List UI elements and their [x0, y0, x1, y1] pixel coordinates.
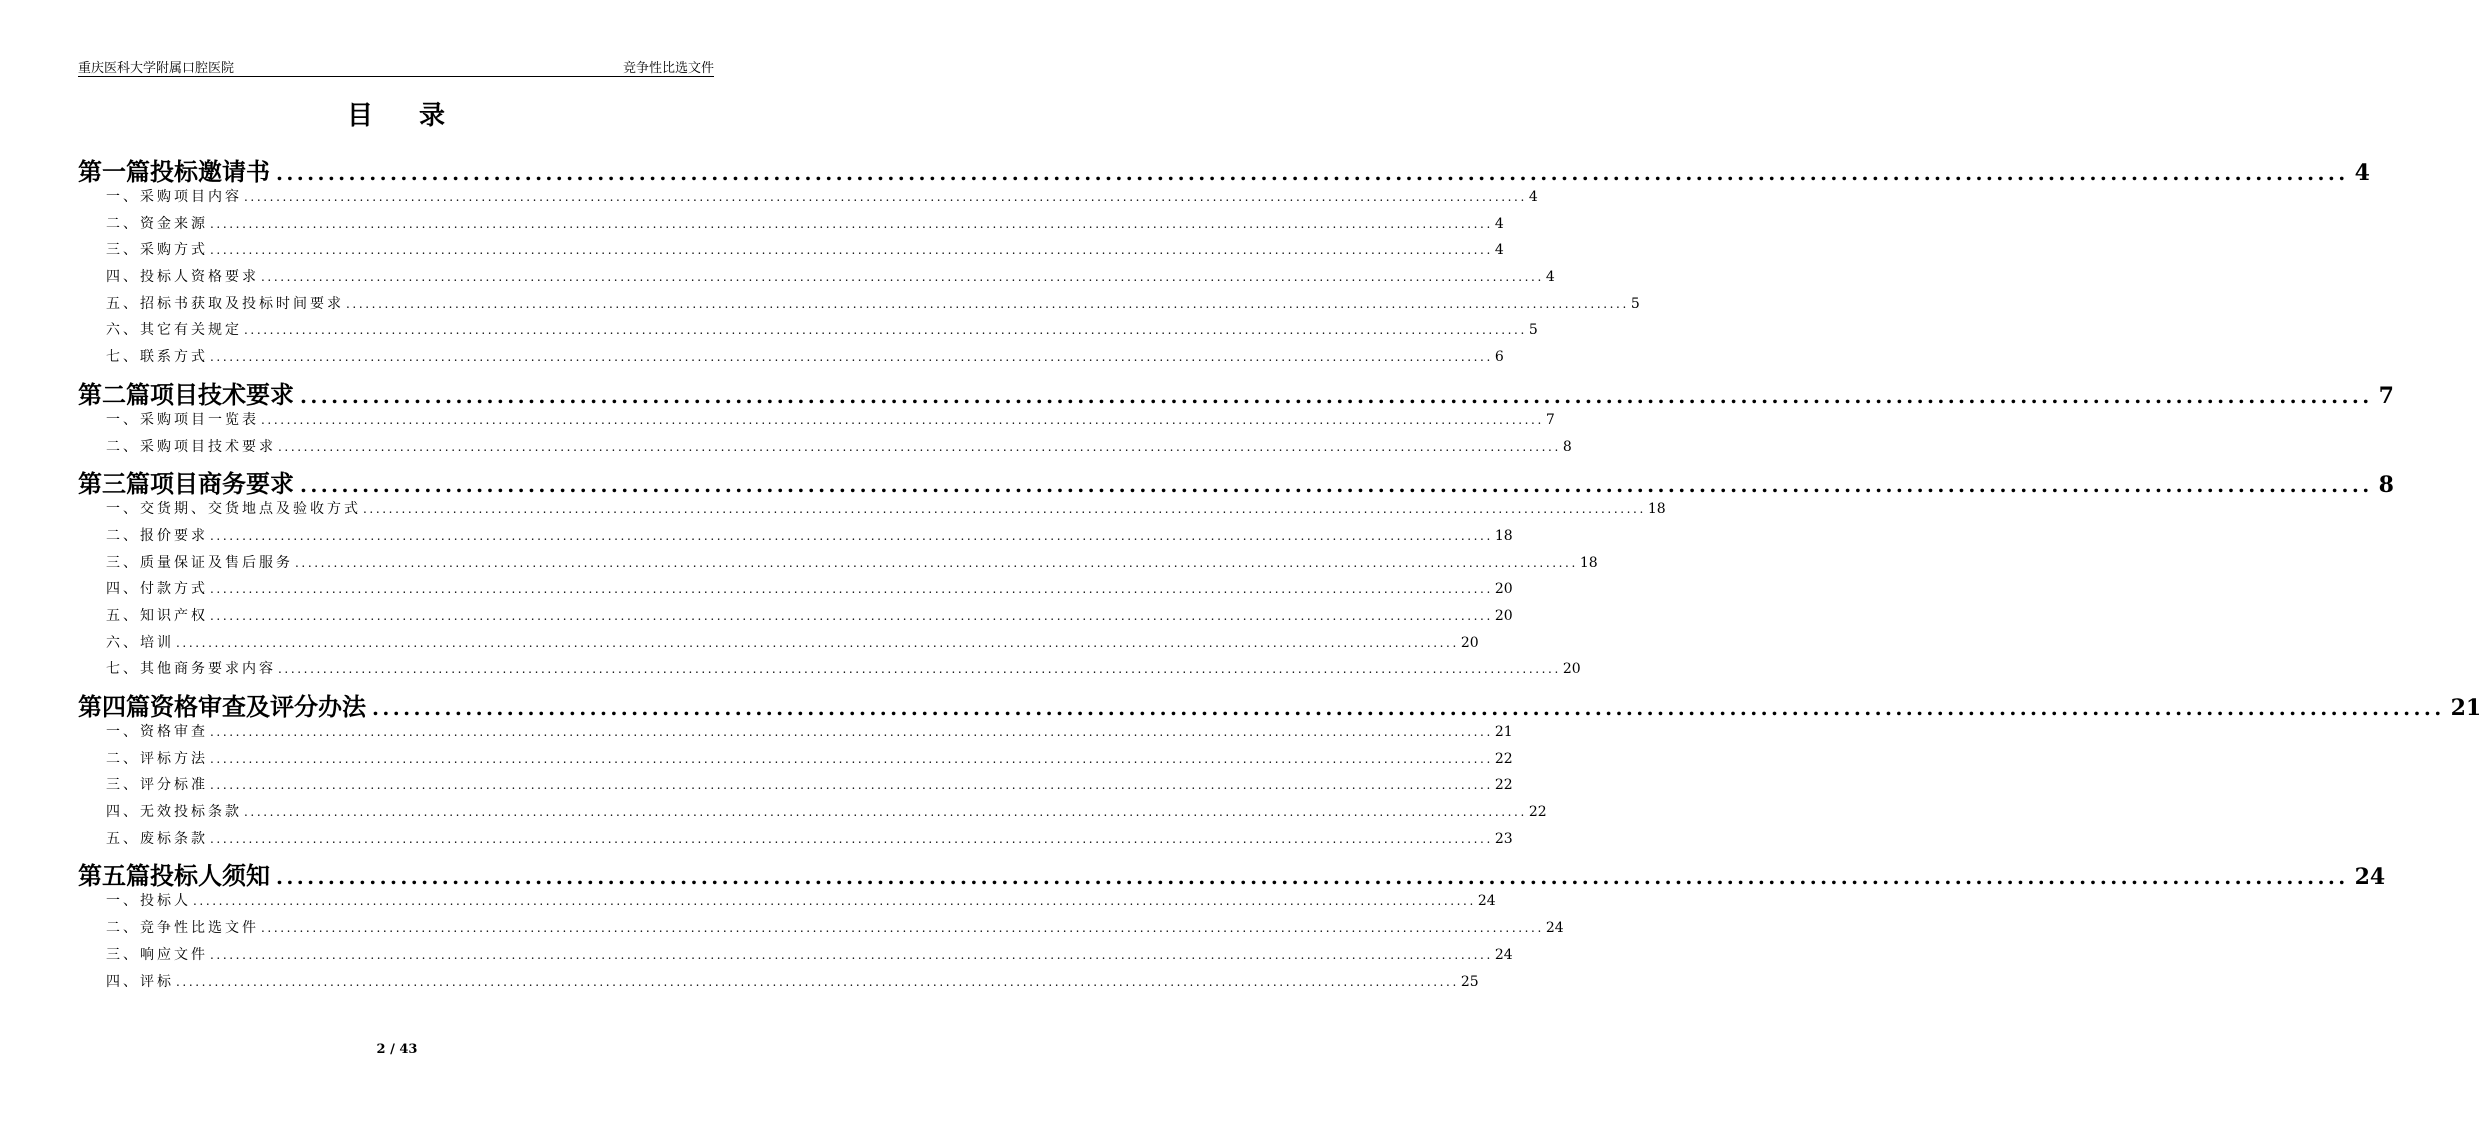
toc-section-entry[interactable] — [78, 319, 1538, 346]
toc-entry-title: 三、响应文件 — [106, 946, 208, 963]
toc-section-entry[interactable] — [78, 774, 1513, 801]
toc-entry-title: 五、招标书获取及投标时间要求 — [106, 295, 344, 312]
toc-entry-title: 第三篇项目商务要求 — [78, 469, 294, 499]
toc-entry-title: 二、采购项目技术要求 — [106, 438, 276, 455]
page-header — [78, 52, 714, 77]
toc-entry-page: 22 — [1528, 804, 1547, 821]
toc-dot-leader: ........................................................................................................................................................................................................ — [276, 865, 2349, 890]
toc-entry-page: 21 — [2450, 695, 2481, 721]
toc-entry-title: 五、废标条款 — [106, 830, 208, 847]
header-document-type: 竞争性比选文件 — [622, 61, 714, 76]
toc-section-entry[interactable] — [78, 748, 1513, 775]
toc-section-entry[interactable] — [78, 917, 1564, 944]
toc-dot-leader: ........................................................................................................................................................................................................ — [295, 555, 1578, 570]
toc-dot-leader: ........................................................................................................................................................................................................ — [210, 778, 1493, 793]
toc-entry-title: 第一篇投标邀请书 — [78, 157, 270, 186]
toc-entry-title: 一、采购项目一览表 — [106, 411, 259, 428]
toc-entry-page: 5 — [1630, 295, 1640, 312]
toc-entry-title: 六、其它有关规定 — [106, 322, 242, 339]
page-number: 2 / 43 — [376, 1042, 418, 1057]
toc-entry-page: 4 — [1494, 215, 1504, 232]
toc-entry-page: 21 — [1494, 724, 1513, 740]
toc-section-entry[interactable] — [78, 436, 1572, 463]
toc-dot-leader: ........................................................................................................................................................................................................ — [300, 383, 2373, 408]
toc-entry-page: 24 — [1545, 920, 1564, 937]
toc-section-entry[interactable] — [78, 890, 1496, 917]
toc-dot-leader: ........................................................................................................................................................................................................ — [210, 751, 1493, 766]
toc-entry-title: 七、其他商务要求内容 — [106, 661, 276, 678]
toc-entry-title: 第二篇项目技术要求 — [78, 379, 294, 409]
toc-entry-page: 24 — [1494, 946, 1513, 963]
toc-section-entry[interactable] — [78, 721, 1513, 748]
toc-dot-leader: ........................................................................................................................................................................................................ — [261, 270, 1544, 285]
toc-entry-title: 二、报价要求 — [106, 527, 208, 544]
toc-section-entry[interactable] — [78, 293, 1640, 320]
toc-part-entry[interactable] — [78, 152, 2370, 186]
toc-entry-title: 二、竞争性比选文件 — [106, 920, 259, 937]
toc-entry-title: 七、联系方式 — [106, 349, 208, 366]
toc-section-entry[interactable] — [78, 658, 1581, 685]
toc-section-entry[interactable] — [78, 266, 1555, 293]
toc-dot-leader: ........................................................................................................................................................................................................ — [210, 350, 1493, 365]
toc-entry-page: 8 — [2378, 472, 2394, 499]
toc-section-entry[interactable] — [78, 239, 1504, 266]
toc-dot-leader: ........................................................................................................................................................................................................ — [278, 439, 1561, 454]
toc-entry-title: 三、采购方式 — [106, 242, 208, 259]
toc-section-entry[interactable] — [78, 632, 1479, 659]
toc-dot-leader: ........................................................................................................................................................................................................ — [300, 473, 2373, 498]
toc-entry-title: 六、培训 — [106, 634, 174, 651]
toc-dot-leader: ........................................................................................................................................................................................................ — [193, 894, 1476, 909]
toc-dot-leader: ........................................................................................................................................................................................................ — [210, 831, 1493, 846]
toc-entry-title: 四、付款方式 — [106, 581, 208, 598]
toc-dot-leader: ........................................................................................................................................................................................................ — [261, 921, 1544, 936]
table-of-contents — [78, 150, 2481, 997]
toc-section-entry[interactable] — [78, 828, 1513, 855]
toc-part-entry[interactable] — [78, 375, 2394, 409]
toc-section-entry[interactable] — [78, 801, 1547, 828]
toc-entry-page: 6 — [1494, 349, 1504, 366]
toc-entry-page: 4 — [2354, 160, 2370, 186]
toc-dot-leader: ........................................................................................................................................................................................................ — [372, 696, 2445, 720]
toc-entry-title: 一、交货期、交货地点及验收方式 — [106, 501, 361, 518]
toc-dot-leader: ........................................................................................................................................................................................................ — [276, 161, 2349, 185]
toc-entry-page: 4 — [1545, 269, 1555, 286]
toc-entry-page: 7 — [1545, 411, 1555, 428]
toc-entry-title: 第五篇投标人须知 — [78, 861, 270, 891]
toc-entry-title: 二、资金来源 — [106, 215, 208, 232]
toc-entry-page: 18 — [1579, 554, 1598, 571]
toc-entry-title: 四、投标人资格要求 — [106, 269, 259, 286]
toc-dot-leader: ........................................................................................................................................................................................................ — [176, 974, 1459, 989]
toc-entry-page: 24 — [1477, 893, 1496, 910]
toc-entry-title: 二、评标方法 — [106, 750, 208, 767]
toc-entry-title: 三、评分标准 — [106, 777, 208, 794]
toc-dot-leader: ........................................................................................................................................................................................................ — [244, 323, 1527, 338]
title-char-2: 录 — [419, 101, 448, 131]
toc-section-entry[interactable] — [78, 971, 1479, 998]
toc-entry-title: 四、评标 — [106, 973, 174, 990]
toc-entry-title: 一、采购项目内容 — [106, 189, 242, 205]
toc-entry-page: 8 — [1562, 438, 1572, 455]
title-char-1: 目 — [346, 101, 375, 131]
toc-dot-leader: ........................................................................................................................................................................................................ — [278, 662, 1561, 677]
toc-dot-leader: ........................................................................................................................................................................................................ — [210, 582, 1493, 597]
toc-section-entry[interactable] — [78, 944, 1513, 971]
toc-section-entry[interactable] — [78, 552, 1598, 579]
toc-part-entry[interactable] — [78, 856, 2386, 891]
toc-part-entry[interactable] — [78, 687, 2481, 721]
toc-dot-leader: ........................................................................................................................................................................................................ — [244, 805, 1527, 820]
toc-entry-title: 四、无效投标条款 — [106, 804, 242, 821]
toc-section-entry[interactable] — [78, 498, 1666, 525]
toc-entry-page: 4 — [1494, 242, 1504, 259]
toc-dot-leader: ........................................................................................................................................................................................................ — [210, 528, 1493, 543]
toc-entry-page: 23 — [1494, 830, 1513, 847]
toc-dot-leader: ........................................................................................................................................................................................................ — [244, 190, 1527, 204]
toc-entry-title: 一、投标人 — [106, 893, 191, 910]
toc-dot-leader: ........................................................................................................................................................................................................ — [176, 635, 1459, 650]
toc-dot-leader: ........................................................................................................................................................................................................ — [363, 502, 1646, 517]
toc-dot-leader: ........................................................................................................................................................................................................ — [210, 725, 1493, 739]
toc-section-entry[interactable] — [78, 525, 1513, 552]
toc-dot-leader: ........................................................................................................................................................................................................ — [210, 947, 1493, 962]
toc-entry-page: 22 — [1494, 750, 1513, 767]
toc-dot-leader: ........................................................................................................................................................................................................ — [210, 608, 1493, 623]
toc-section-entry[interactable] — [78, 186, 1538, 213]
toc-dot-leader: ........................................................................................................................................................................................................ — [210, 243, 1493, 258]
toc-entry-page: 18 — [1494, 527, 1513, 544]
toc-entry-page: 18 — [1647, 501, 1666, 518]
header-organization: 重庆医科大学附属口腔医院 — [78, 61, 235, 76]
toc-entry-page: 4 — [1528, 189, 1538, 205]
toc-section-entry[interactable] — [78, 605, 1513, 632]
toc-entry-page: 20 — [1460, 634, 1479, 651]
toc-section-entry[interactable] — [78, 346, 1504, 373]
toc-entry-title: 一、资格审查 — [106, 724, 208, 740]
toc-section-entry[interactable] — [78, 409, 1555, 436]
toc-section-entry[interactable] — [78, 213, 1504, 240]
toc-dot-leader: ........................................................................................................................................................................................................ — [261, 412, 1544, 427]
page-title — [0, 95, 794, 132]
toc-entry-title: 五、知识产权 — [106, 607, 208, 624]
toc-section-entry[interactable] — [78, 578, 1513, 605]
toc-entry-page: 5 — [1528, 322, 1538, 339]
toc-entry-page: 24 — [2354, 864, 2386, 891]
toc-entry-page: 25 — [1460, 973, 1479, 990]
toc-dot-leader: ........................................................................................................................................................................................................ — [346, 296, 1629, 311]
toc-entry-title: 三、质量保证及售后服务 — [106, 554, 293, 571]
toc-entry-page: 22 — [1494, 777, 1513, 794]
toc-part-entry[interactable] — [78, 464, 2394, 499]
toc-dot-leader: ........................................................................................................................................................................................................ — [210, 216, 1493, 231]
toc-entry-title: 第四篇资格审查及评分办法 — [78, 692, 366, 721]
toc-entry-page: 20 — [1494, 607, 1513, 624]
toc-entry-page: 20 — [1494, 581, 1513, 598]
toc-entry-page: 7 — [2378, 382, 2394, 409]
toc-entry-page: 20 — [1562, 661, 1581, 678]
